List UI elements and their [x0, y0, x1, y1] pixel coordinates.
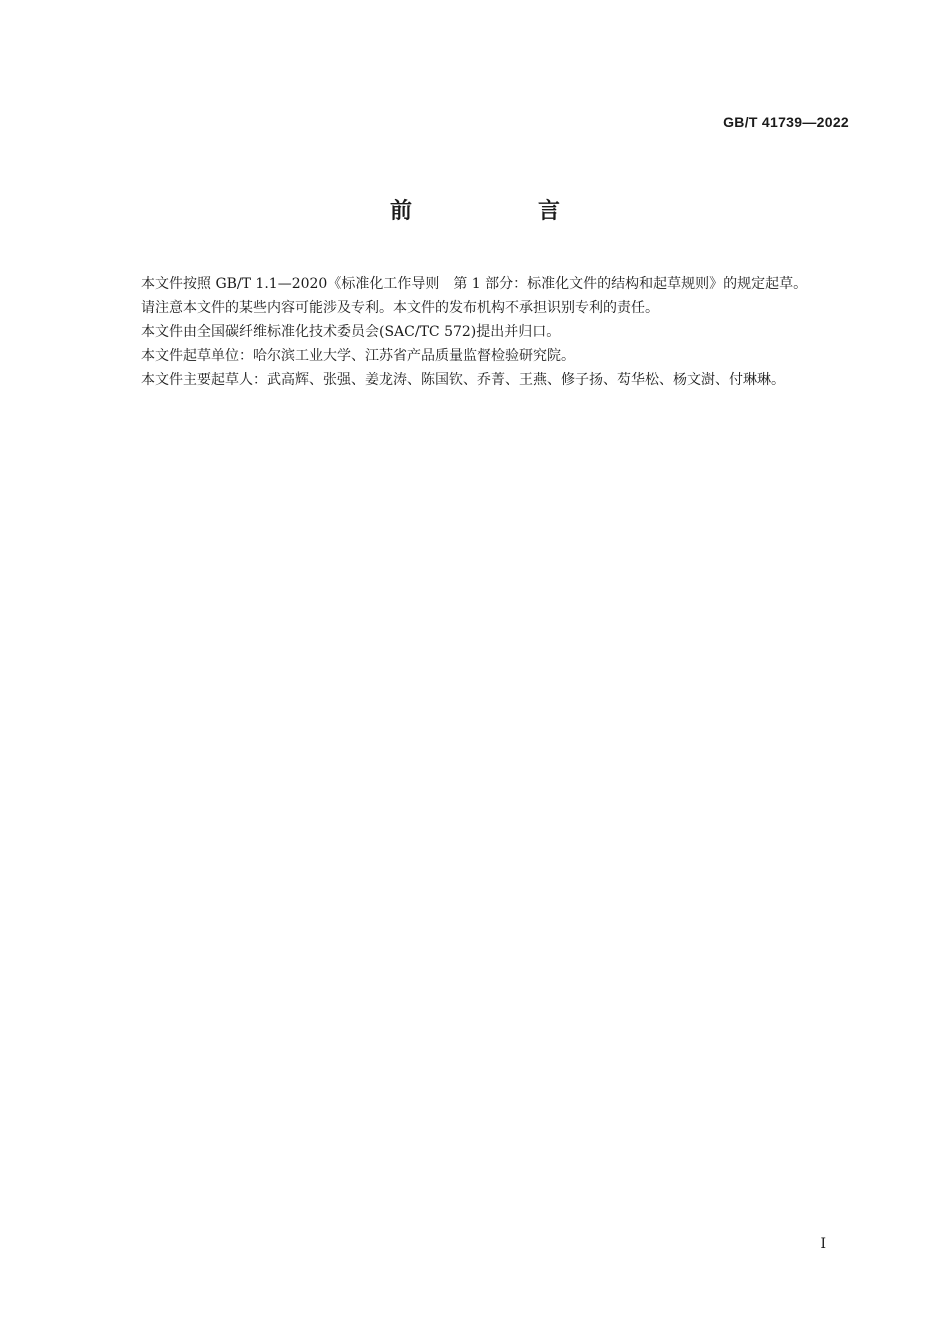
- foreword-body: [113, 272, 850, 392]
- page-title: 前 言: [389, 199, 612, 224]
- paragraph-drafting-units: 本文件起草单位：哈尔滨工业大学、江苏省产品质量监督检验研究院。: [141, 348, 575, 364]
- paragraph-drafters: 本文件主要起草人：武高辉、张强、姜龙涛、陈国钦、乔菁、王燕、修子扬、芶华松、杨文澍、付琳琳。: [141, 372, 785, 388]
- paragraph-drafting-rules: 本文件按照 GB/T 1.1—2020《标准化工作导则 第 1 部分：标准化文件的结构和起草规则》的规定起草。: [141, 276, 808, 292]
- page-number: I: [820, 1236, 826, 1252]
- paragraph-committee: 本文件由全国碳纤维标准化技术委员会(SAC/TC 572)提出并归口。: [141, 324, 561, 340]
- paragraph-patent-notice: 请注意本文件的某些内容可能涉及专利。本文件的发布机构不承担识别专利的责任。: [141, 300, 659, 316]
- standard-code: GB/T 41739—2022: [723, 114, 849, 130]
